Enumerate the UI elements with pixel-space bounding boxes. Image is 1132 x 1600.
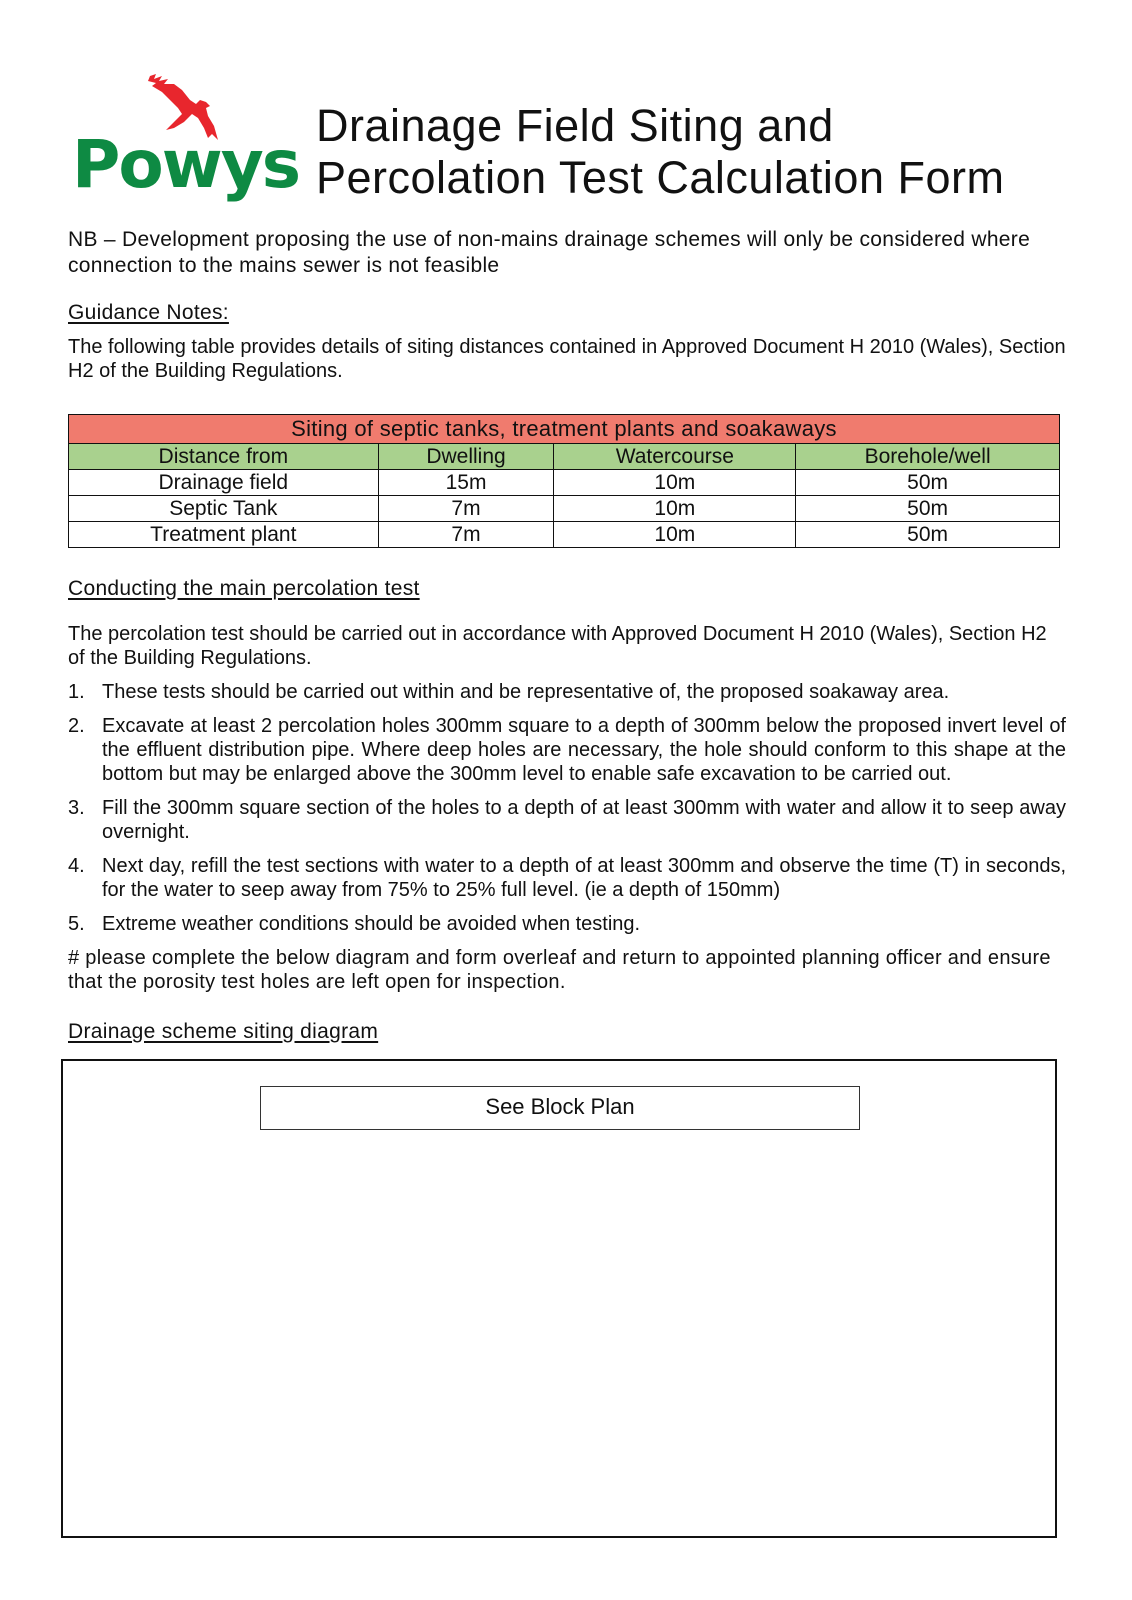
table-title-row: [69, 415, 1060, 444]
step-number: 4.: [68, 855, 85, 877]
list-item: [68, 714, 1066, 786]
guidance-heading: Guidance Notes:: [68, 301, 229, 324]
list-item: [68, 912, 1066, 936]
conducting-intro: The percolation test should be carried out in accordance with Approved Document H 2010 (Wales), Section H2 of the Building Regulations.: [68, 623, 1047, 669]
step-text: These tests should be carried out within and be representative of, the proposed soakaway area.: [102, 681, 950, 703]
step-number: 3.: [68, 797, 85, 819]
table-cell: Treatment plant: [69, 522, 379, 548]
table-cell: 15m: [378, 470, 554, 496]
table-row: [69, 470, 1060, 496]
title-line-1: Drainage Field Siting and: [316, 100, 834, 151]
step-number: 1.: [68, 681, 85, 703]
list-item: [68, 854, 1066, 902]
table-title: Siting of septic tanks, treatment plants and soakaways: [69, 415, 1060, 444]
siting-table: [68, 414, 1060, 548]
column-header: Borehole/well: [796, 444, 1060, 470]
step-text: Next day, refill the test sections with water to a depth of at least 300mm and observe the time (T) in seconds, for the water to seep away from 75% to 25% full level. (ie a depth of 150mm): [102, 855, 1066, 901]
table-row: [69, 522, 1060, 548]
conducting-heading: Conducting the main percolation test: [68, 577, 420, 600]
table-cell: 50m: [796, 522, 1060, 548]
list-item: [68, 680, 1066, 704]
step-text: Excavate at least 2 percolation holes 300mm square to a depth of 300mm below the proposed invert level of the effluent distribution pipe. Where deep holes are necessary, the hole should conform to this shape at the bottom but may be enlarged above the 300mm level to enable safe excavation to be carried out.: [102, 715, 1066, 785]
table-cell: 10m: [554, 470, 796, 496]
powys-logo: [68, 70, 300, 220]
list-item: [68, 796, 1066, 844]
page-title: [316, 100, 1004, 204]
completion-note: # please complete the below diagram and form overleaf and return to appointed planning officer and ensure that the porosity test holes are left open for inspection.: [68, 947, 1051, 993]
test-steps-list: [68, 680, 1066, 946]
nb-notice: NB – Development proposing the use of non-mains drainage schemes will only be considered where connection to the mains sewer is not feasible: [68, 228, 1031, 277]
diagram-heading: Drainage scheme siting diagram: [68, 1020, 379, 1043]
title-line-2: Percolation Test Calculation Form: [316, 152, 1005, 203]
step-text: Extreme weather conditions should be avoided when testing.: [102, 913, 641, 935]
column-header: Watercourse: [554, 444, 796, 470]
column-header: Dwelling: [378, 444, 554, 470]
table-cell: 7m: [378, 522, 554, 548]
table-cell: Septic Tank: [69, 496, 379, 522]
table-cell: 10m: [554, 522, 796, 548]
table-cell: 7m: [378, 496, 554, 522]
step-number: 2.: [68, 715, 85, 737]
column-header: Distance from: [69, 444, 379, 470]
siting-diagram-area[interactable]: [61, 1059, 1057, 1538]
block-plan-label: See Block Plan: [260, 1086, 860, 1130]
table-cell: 50m: [796, 496, 1060, 522]
step-text: Fill the 300mm square section of the holes to a depth of at least 300mm with water and allow it to seep away overnight.: [102, 797, 1066, 843]
step-number: 5.: [68, 913, 85, 935]
table-cell: 10m: [554, 496, 796, 522]
table-cell: 50m: [796, 470, 1060, 496]
logo-wordmark: Powys: [72, 126, 299, 203]
table-row: [69, 496, 1060, 522]
table-header-row: [69, 444, 1060, 470]
guidance-text: The following table provides details of siting distances contained in Approved Document H 2010 (Wales), Section H2 of the Building Regulations.: [68, 336, 1066, 382]
table-cell: Drainage field: [69, 470, 379, 496]
